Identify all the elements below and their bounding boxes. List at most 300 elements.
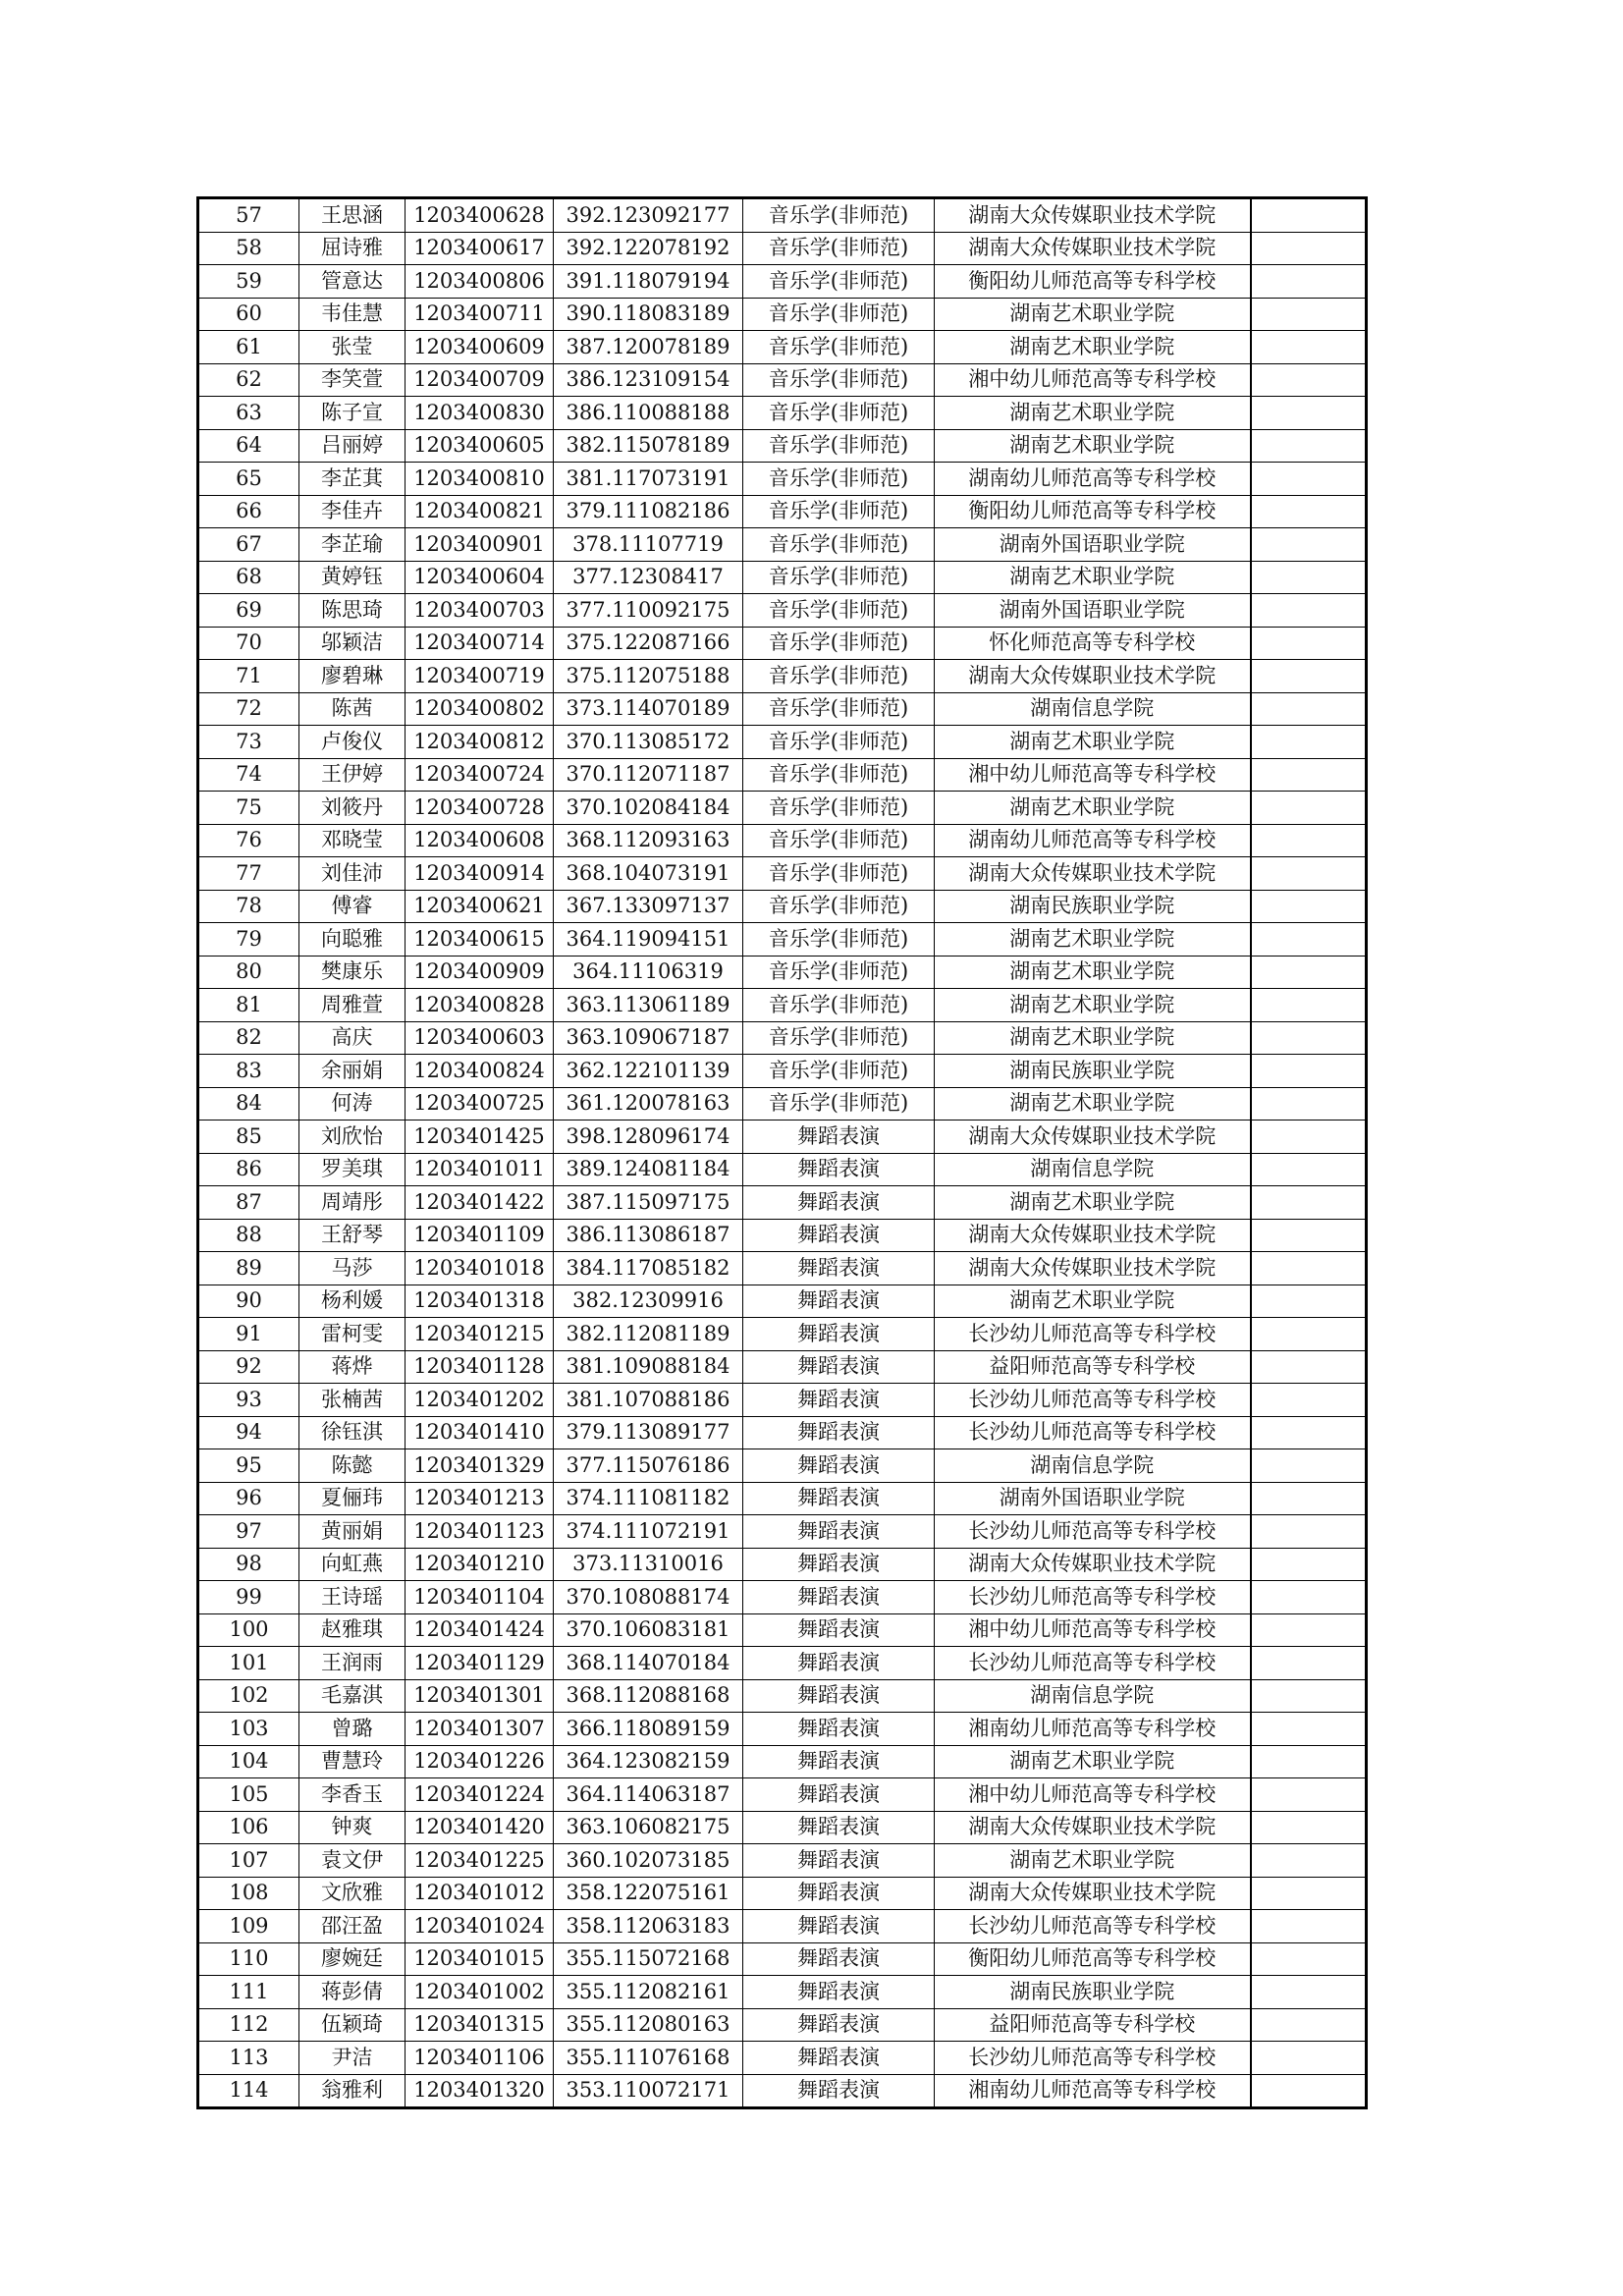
student-name-cell: 刘佳沛: [299, 857, 406, 891]
remarks-cell: [1251, 824, 1367, 857]
row-number-cell: 89: [198, 1252, 299, 1285]
major-cell: 舞蹈表演: [743, 1811, 935, 1844]
major-cell: 舞蹈表演: [743, 1548, 935, 1581]
table-row: [198, 758, 1367, 792]
row-number-cell: 66: [198, 495, 299, 528]
table-row: [198, 1186, 1367, 1220]
student-name-cell: 邵汪盈: [299, 1910, 406, 1943]
row-number-cell: 98: [198, 1548, 299, 1581]
table-row: [198, 923, 1367, 957]
school-cell: 湖南大众传媒职业技术学院: [935, 1219, 1251, 1252]
student-name-cell: 管意达: [299, 265, 406, 299]
major-cell: 舞蹈表演: [743, 1285, 935, 1318]
student-name-cell: 向虹燕: [299, 1548, 406, 1581]
table-row: [198, 397, 1367, 430]
school-cell: 湖南信息学院: [935, 1449, 1251, 1483]
remarks-cell: [1251, 792, 1367, 825]
row-number-cell: 102: [198, 1679, 299, 1713]
total-score-cell: 392.122078192: [554, 232, 743, 265]
table-row: [198, 1679, 1367, 1713]
table-row: [198, 2042, 1367, 2075]
student-name-cell: 张楠茜: [299, 1384, 406, 1417]
row-number-cell: 61: [198, 331, 299, 364]
row-number-cell: 96: [198, 1482, 299, 1515]
table-row: [198, 2074, 1367, 2108]
row-number-cell: 91: [198, 1318, 299, 1351]
major-cell: 音乐学(非师范): [743, 792, 935, 825]
student-name-cell: 余丽娟: [299, 1055, 406, 1088]
student-name-cell: 夏俪玮: [299, 1482, 406, 1515]
row-number-cell: 103: [198, 1713, 299, 1746]
major-cell: 音乐学(非师范): [743, 561, 935, 594]
remarks-cell: [1251, 1844, 1367, 1878]
student-name-cell: 赵雅琪: [299, 1613, 406, 1647]
total-score-cell: 386.123109154: [554, 363, 743, 397]
school-cell: 湖南大众传媒职业技术学院: [935, 198, 1251, 233]
student-name-cell: 陈懿: [299, 1449, 406, 1483]
school-cell: 湖南艺术职业学院: [935, 1844, 1251, 1878]
major-cell: 音乐学(非师范): [743, 956, 935, 989]
remarks-cell: [1251, 660, 1367, 693]
remarks-cell: [1251, 857, 1367, 891]
major-cell: 舞蹈表演: [743, 1318, 935, 1351]
candidate-id-cell: 1203401424: [406, 1613, 554, 1647]
candidate-id-cell: 1203400711: [406, 298, 554, 331]
total-score-cell: 368.104073191: [554, 857, 743, 891]
student-name-cell: 王润雨: [299, 1647, 406, 1680]
candidate-id-cell: 1203400901: [406, 528, 554, 562]
total-score-cell: 355.112080163: [554, 2008, 743, 2042]
table-row: [198, 1087, 1367, 1121]
table-row: [198, 1976, 1367, 2009]
table-row: [198, 463, 1367, 496]
table-row: [198, 1153, 1367, 1186]
major-cell: 音乐学(非师范): [743, 397, 935, 430]
row-number-cell: 67: [198, 528, 299, 562]
total-score-cell: 370.108088174: [554, 1581, 743, 1614]
candidate-id-cell: 1203401301: [406, 1679, 554, 1713]
student-name-cell: 雷柯雯: [299, 1318, 406, 1351]
row-number-cell: 92: [198, 1350, 299, 1384]
student-name-cell: 向聪雅: [299, 923, 406, 957]
student-name-cell: 尹洁: [299, 2042, 406, 2075]
remarks-cell: [1251, 1252, 1367, 1285]
candidate-id-cell: 1203400821: [406, 495, 554, 528]
major-cell: 音乐学(非师范): [743, 594, 935, 628]
student-name-cell: 曹慧玲: [299, 1745, 406, 1778]
remarks-cell: [1251, 989, 1367, 1022]
total-score-cell: 386.113086187: [554, 1219, 743, 1252]
candidate-id-cell: 1203401015: [406, 1942, 554, 1976]
row-number-cell: 114: [198, 2074, 299, 2108]
remarks-cell: [1251, 692, 1367, 726]
total-score-cell: 381.107088186: [554, 1384, 743, 1417]
major-cell: 音乐学(非师范): [743, 495, 935, 528]
total-score-cell: 373.114070189: [554, 692, 743, 726]
row-number-cell: 86: [198, 1153, 299, 1186]
school-cell: 长沙幼儿师范高等专科学校: [935, 1515, 1251, 1549]
table-row: [198, 1482, 1367, 1515]
row-number-cell: 83: [198, 1055, 299, 1088]
major-cell: 舞蹈表演: [743, 1416, 935, 1449]
candidate-id-cell: 1203401210: [406, 1548, 554, 1581]
total-score-cell: 361.120078163: [554, 1087, 743, 1121]
major-cell: 音乐学(非师范): [743, 627, 935, 660]
total-score-cell: 375.122087166: [554, 627, 743, 660]
table-row: [198, 1613, 1367, 1647]
total-score-cell: 370.113085172: [554, 726, 743, 759]
candidate-id-cell: 1203401012: [406, 1877, 554, 1910]
table-row: [198, 1252, 1367, 1285]
row-number-cell: 84: [198, 1087, 299, 1121]
total-score-cell: 382.115078189: [554, 429, 743, 463]
row-number-cell: 58: [198, 232, 299, 265]
student-name-cell: 陈子宣: [299, 397, 406, 430]
major-cell: 舞蹈表演: [743, 1976, 935, 2009]
student-name-cell: 张莹: [299, 331, 406, 364]
school-cell: 湖南艺术职业学院: [935, 397, 1251, 430]
table-row: [198, 824, 1367, 857]
table-row: [198, 692, 1367, 726]
school-cell: 湖南幼儿师范高等专科学校: [935, 824, 1251, 857]
remarks-cell: [1251, 1778, 1367, 1812]
table-row: [198, 1647, 1367, 1680]
major-cell: 舞蹈表演: [743, 1581, 935, 1614]
remarks-cell: [1251, 1153, 1367, 1186]
student-name-cell: 刘筱丹: [299, 792, 406, 825]
remarks-cell: [1251, 1482, 1367, 1515]
table-row: [198, 792, 1367, 825]
major-cell: 舞蹈表演: [743, 1121, 935, 1154]
student-name-cell: 王伊婷: [299, 758, 406, 792]
candidate-id-cell: 1203401106: [406, 2042, 554, 2075]
table-row: [198, 495, 1367, 528]
remarks-cell: [1251, 1910, 1367, 1943]
major-cell: 舞蹈表演: [743, 1186, 935, 1220]
student-name-cell: 屈诗雅: [299, 232, 406, 265]
remarks-cell: [1251, 298, 1367, 331]
student-name-cell: 周雅萱: [299, 989, 406, 1022]
table-row: [198, 989, 1367, 1022]
total-score-cell: 387.120078189: [554, 331, 743, 364]
major-cell: 音乐学(非师范): [743, 1087, 935, 1121]
row-number-cell: 99: [198, 1581, 299, 1614]
candidate-id-cell: 1203401410: [406, 1416, 554, 1449]
remarks-cell: [1251, 758, 1367, 792]
school-cell: 湖南艺术职业学院: [935, 1745, 1251, 1778]
candidate-id-cell: 1203400605: [406, 429, 554, 463]
school-cell: 衡阳幼儿师范高等专科学校: [935, 495, 1251, 528]
remarks-cell: [1251, 890, 1367, 923]
school-cell: 长沙幼儿师范高等专科学校: [935, 1318, 1251, 1351]
major-cell: 舞蹈表演: [743, 2074, 935, 2108]
total-score-cell: 374.111081182: [554, 1482, 743, 1515]
school-cell: 湘中幼儿师范高等专科学校: [935, 363, 1251, 397]
total-score-cell: 398.128096174: [554, 1121, 743, 1154]
school-cell: 湖南民族职业学院: [935, 1055, 1251, 1088]
row-number-cell: 110: [198, 1942, 299, 1976]
remarks-cell: [1251, 1055, 1367, 1088]
candidate-id-cell: 1203401420: [406, 1811, 554, 1844]
row-number-cell: 72: [198, 692, 299, 726]
total-score-cell: 386.110088188: [554, 397, 743, 430]
row-number-cell: 76: [198, 824, 299, 857]
row-number-cell: 57: [198, 198, 299, 233]
major-cell: 音乐学(非师范): [743, 758, 935, 792]
candidate-id-cell: 1203401202: [406, 1384, 554, 1417]
student-name-cell: 廖碧琳: [299, 660, 406, 693]
school-cell: 长沙幼儿师范高等专科学校: [935, 1384, 1251, 1417]
table-row: [198, 1515, 1367, 1549]
total-score-cell: 373.11310016: [554, 1548, 743, 1581]
total-score-cell: 377.115076186: [554, 1449, 743, 1483]
candidate-id-cell: 1203401024: [406, 1910, 554, 1943]
candidate-id-cell: 1203401002: [406, 1976, 554, 2009]
row-number-cell: 65: [198, 463, 299, 496]
total-score-cell: 387.115097175: [554, 1186, 743, 1220]
student-name-cell: 王舒琴: [299, 1219, 406, 1252]
school-cell: 湖南艺术职业学院: [935, 956, 1251, 989]
remarks-cell: [1251, 1285, 1367, 1318]
major-cell: 舞蹈表演: [743, 1745, 935, 1778]
total-score-cell: 384.117085182: [554, 1252, 743, 1285]
school-cell: 衡阳幼儿师范高等专科学校: [935, 1942, 1251, 1976]
major-cell: 音乐学(非师范): [743, 298, 935, 331]
total-score-cell: 381.109088184: [554, 1350, 743, 1384]
table-row: [198, 232, 1367, 265]
total-score-cell: 363.106082175: [554, 1811, 743, 1844]
student-name-cell: 吕丽婷: [299, 429, 406, 463]
remarks-cell: [1251, 198, 1367, 233]
remarks-cell: [1251, 1219, 1367, 1252]
student-name-cell: 陈思琦: [299, 594, 406, 628]
school-cell: 益阳师范高等专科学校: [935, 2008, 1251, 2042]
total-score-cell: 364.11106319: [554, 956, 743, 989]
candidate-id-cell: 1203400714: [406, 627, 554, 660]
major-cell: 音乐学(非师范): [743, 692, 935, 726]
remarks-cell: [1251, 1449, 1367, 1483]
school-cell: 湖南外国语职业学院: [935, 1482, 1251, 1515]
major-cell: 音乐学(非师范): [743, 265, 935, 299]
major-cell: 舞蹈表演: [743, 1647, 935, 1680]
school-cell: 长沙幼儿师范高等专科学校: [935, 2042, 1251, 2075]
remarks-cell: [1251, 1811, 1367, 1844]
candidate-id-cell: 1203400709: [406, 363, 554, 397]
table-row: [198, 1021, 1367, 1055]
major-cell: 音乐学(非师范): [743, 232, 935, 265]
school-cell: 湖南大众传媒职业技术学院: [935, 857, 1251, 891]
school-cell: 长沙幼儿师范高等专科学校: [935, 1581, 1251, 1614]
major-cell: 舞蹈表演: [743, 1713, 935, 1746]
total-score-cell: 367.133097137: [554, 890, 743, 923]
row-number-cell: 105: [198, 1778, 299, 1812]
row-number-cell: 97: [198, 1515, 299, 1549]
school-cell: 湖南大众传媒职业技术学院: [935, 1252, 1251, 1285]
row-number-cell: 113: [198, 2042, 299, 2075]
row-number-cell: 74: [198, 758, 299, 792]
total-score-cell: 389.124081184: [554, 1153, 743, 1186]
total-score-cell: 368.114070184: [554, 1647, 743, 1680]
row-number-cell: 104: [198, 1745, 299, 1778]
candidate-id-cell: 1203400824: [406, 1055, 554, 1088]
school-cell: 湖南艺术职业学院: [935, 923, 1251, 957]
student-name-cell: 黄婷钰: [299, 561, 406, 594]
major-cell: 音乐学(非师范): [743, 890, 935, 923]
row-number-cell: 59: [198, 265, 299, 299]
school-cell: 湖南大众传媒职业技术学院: [935, 1121, 1251, 1154]
remarks-cell: [1251, 1416, 1367, 1449]
total-score-cell: 382.12309916: [554, 1285, 743, 1318]
candidate-id-cell: 1203401307: [406, 1713, 554, 1746]
candidate-id-cell: 1203400615: [406, 923, 554, 957]
remarks-cell: [1251, 1877, 1367, 1910]
row-number-cell: 88: [198, 1219, 299, 1252]
row-number-cell: 101: [198, 1647, 299, 1680]
school-cell: 湖南大众传媒职业技术学院: [935, 1877, 1251, 1910]
table-row: [198, 1384, 1367, 1417]
candidate-id-cell: 1203400724: [406, 758, 554, 792]
row-number-cell: 85: [198, 1121, 299, 1154]
student-name-cell: 刘欣怡: [299, 1121, 406, 1154]
candidate-id-cell: 1203401213: [406, 1482, 554, 1515]
total-score-cell: 381.117073191: [554, 463, 743, 496]
total-score-cell: 370.106083181: [554, 1613, 743, 1647]
student-name-cell: 翁雅利: [299, 2074, 406, 2108]
student-name-cell: 樊康乐: [299, 956, 406, 989]
table-row: [198, 561, 1367, 594]
major-cell: 舞蹈表演: [743, 1613, 935, 1647]
row-number-cell: 64: [198, 429, 299, 463]
student-name-cell: 王诗瑶: [299, 1581, 406, 1614]
table-row: [198, 890, 1367, 923]
table-row: [198, 429, 1367, 463]
student-name-cell: 蒋烨: [299, 1350, 406, 1384]
remarks-cell: [1251, 726, 1367, 759]
major-cell: 舞蹈表演: [743, 1153, 935, 1186]
student-name-cell: 李芷萁: [299, 463, 406, 496]
row-number-cell: 75: [198, 792, 299, 825]
major-cell: 舞蹈表演: [743, 1384, 935, 1417]
table-row: [198, 1219, 1367, 1252]
total-score-cell: 360.102073185: [554, 1844, 743, 1878]
major-cell: 舞蹈表演: [743, 1679, 935, 1713]
table-row: [198, 594, 1367, 628]
table-row: [198, 298, 1367, 331]
remarks-cell: [1251, 1384, 1367, 1417]
remarks-cell: [1251, 1581, 1367, 1614]
table-row: [198, 1942, 1367, 1976]
row-number-cell: 82: [198, 1021, 299, 1055]
student-name-cell: 廖婉廷: [299, 1942, 406, 1976]
school-cell: 湖南艺术职业学院: [935, 331, 1251, 364]
row-number-cell: 77: [198, 857, 299, 891]
total-score-cell: 363.113061189: [554, 989, 743, 1022]
table-row: [198, 1285, 1367, 1318]
major-cell: 舞蹈表演: [743, 1844, 935, 1878]
table-row: [198, 660, 1367, 693]
remarks-cell: [1251, 627, 1367, 660]
major-cell: 音乐学(非师范): [743, 857, 935, 891]
table-row: [198, 1121, 1367, 1154]
student-name-cell: 傅睿: [299, 890, 406, 923]
student-name-cell: 卢俊仪: [299, 726, 406, 759]
student-name-cell: 文欣雅: [299, 1877, 406, 1910]
school-cell: 益阳师范高等专科学校: [935, 1350, 1251, 1384]
row-number-cell: 63: [198, 397, 299, 430]
school-cell: 湖南外国语职业学院: [935, 528, 1251, 562]
remarks-cell: [1251, 331, 1367, 364]
school-cell: 湖南大众传媒职业技术学院: [935, 660, 1251, 693]
total-score-cell: 358.112063183: [554, 1910, 743, 1943]
row-number-cell: 112: [198, 2008, 299, 2042]
student-name-cell: 蒋彭倩: [299, 1976, 406, 2009]
student-name-cell: 李香玉: [299, 1778, 406, 1812]
table-row: [198, 331, 1367, 364]
candidate-id-cell: 1203400728: [406, 792, 554, 825]
major-cell: 音乐学(非师范): [743, 528, 935, 562]
major-cell: 音乐学(非师范): [743, 989, 935, 1022]
candidate-id-cell: 1203400810: [406, 463, 554, 496]
major-cell: 舞蹈表演: [743, 1219, 935, 1252]
school-cell: 湖南信息学院: [935, 1153, 1251, 1186]
major-cell: 舞蹈表演: [743, 1252, 935, 1285]
candidate-id-cell: 1203401128: [406, 1350, 554, 1384]
remarks-cell: [1251, 561, 1367, 594]
major-cell: 舞蹈表演: [743, 2042, 935, 2075]
total-score-cell: 379.111082186: [554, 495, 743, 528]
total-score-cell: 377.110092175: [554, 594, 743, 628]
candidate-id-cell: 1203400604: [406, 561, 554, 594]
major-cell: 舞蹈表演: [743, 1942, 935, 1976]
candidate-id-cell: 1203400806: [406, 265, 554, 299]
school-cell: 湖南艺术职业学院: [935, 1186, 1251, 1220]
total-score-cell: 353.110072171: [554, 2074, 743, 2108]
candidate-id-cell: 1203400621: [406, 890, 554, 923]
major-cell: 舞蹈表演: [743, 1877, 935, 1910]
table-row: [198, 2008, 1367, 2042]
candidate-id-cell: 1203401123: [406, 1515, 554, 1549]
major-cell: 音乐学(非师范): [743, 463, 935, 496]
row-number-cell: 73: [198, 726, 299, 759]
total-score-cell: 378.11107719: [554, 528, 743, 562]
candidate-id-cell: 1203400909: [406, 956, 554, 989]
school-cell: 湖南外国语职业学院: [935, 594, 1251, 628]
row-number-cell: 100: [198, 1613, 299, 1647]
total-score-cell: 390.118083189: [554, 298, 743, 331]
row-number-cell: 71: [198, 660, 299, 693]
total-score-cell: 392.123092177: [554, 198, 743, 233]
candidate-id-cell: 1203401109: [406, 1219, 554, 1252]
major-cell: 音乐学(非师范): [743, 429, 935, 463]
student-name-cell: 李佳卉: [299, 495, 406, 528]
table-row: [198, 1055, 1367, 1088]
candidate-id-cell: 1203400828: [406, 989, 554, 1022]
remarks-cell: [1251, 495, 1367, 528]
table-row: [198, 363, 1367, 397]
total-score-cell: 374.111072191: [554, 1515, 743, 1549]
major-cell: 舞蹈表演: [743, 1449, 935, 1483]
school-cell: 湖南艺术职业学院: [935, 298, 1251, 331]
total-score-cell: 364.123082159: [554, 1745, 743, 1778]
school-cell: 湘南幼儿师范高等专科学校: [935, 1713, 1251, 1746]
student-name-cell: 杨利媛: [299, 1285, 406, 1318]
table-row: [198, 1449, 1367, 1483]
total-score-cell: 364.119094151: [554, 923, 743, 957]
table-row: [198, 726, 1367, 759]
remarks-cell: [1251, 363, 1367, 397]
total-score-cell: 355.112082161: [554, 1976, 743, 2009]
row-number-cell: 108: [198, 1877, 299, 1910]
